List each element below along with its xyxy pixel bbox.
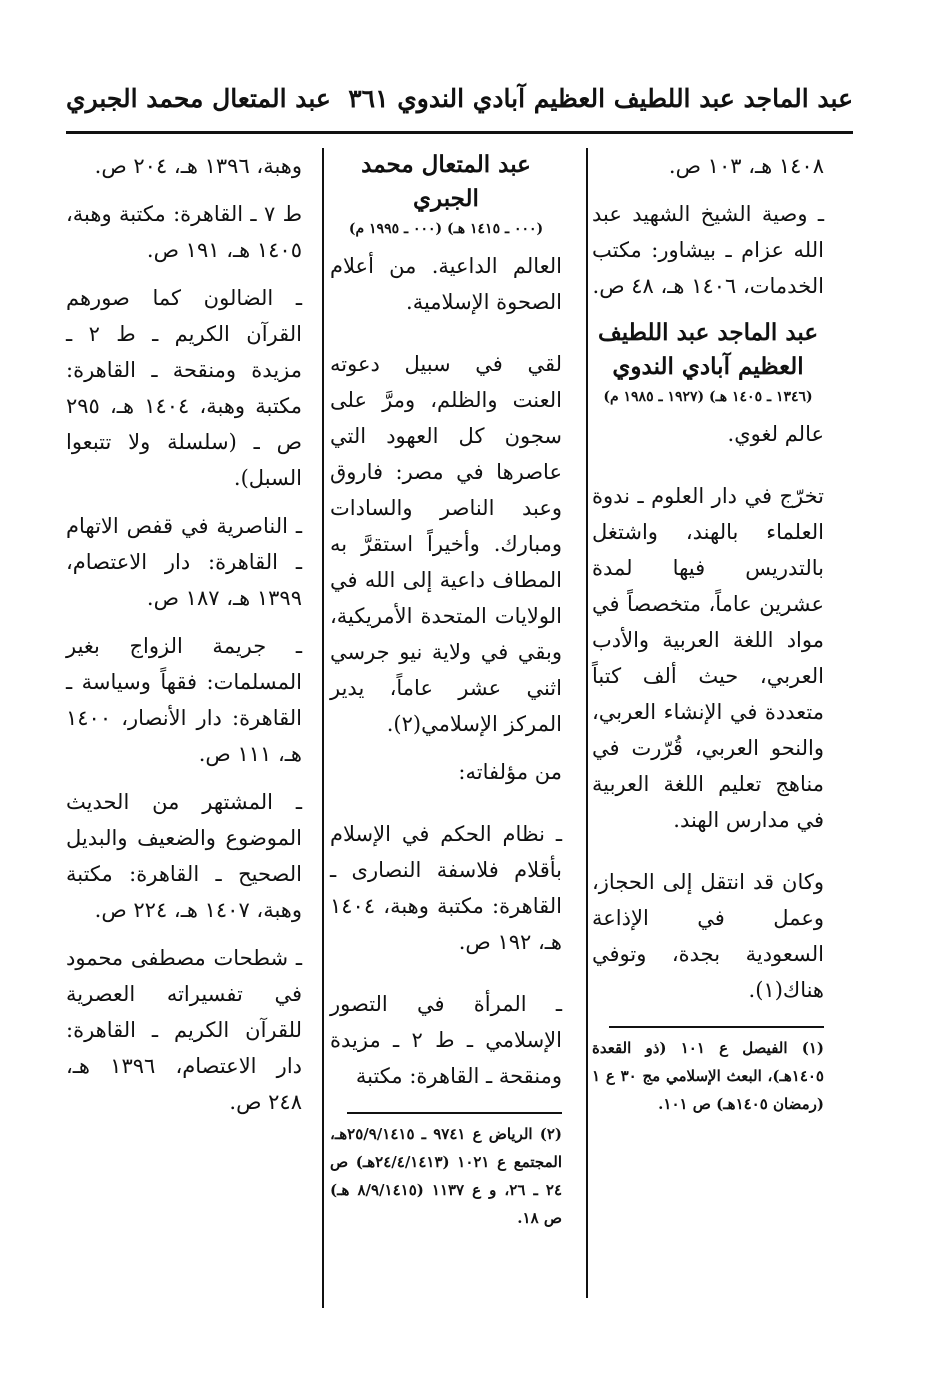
running-header	[66, 84, 853, 128]
column-left	[66, 148, 302, 1132]
entry-dates: (٠٠٠ ـ ١٤١٥ هـ) (٠٠٠ ـ ١٩٩٥ م)	[348, 221, 544, 237]
header-rule	[66, 131, 853, 134]
bibliography-item: ـ الناصرية في قفص الاتهام ـ القاهرة: دار الاعتصام، ١٣٩٩ هـ، ١٨٧ ص.	[66, 514, 302, 610]
running-title-left: عبد المتعال محمد الجبري	[66, 84, 331, 113]
bibliography-item: ـ الضالون كما صورهم القرآن الكريم ـ ط ٢ ـ مزيدة ومنقحة ـ القاهرة: مكتبة وهبة، ١٤٠٤ هـ، ٢٩٥ ص ـ (سلسلة ولا تتبعوا السبل).	[66, 286, 303, 490]
footnote: (١) الفيصل ع ١٠١ (ذو القعدة ١٤٠٥هـ)، البعث الإسلامي مج ٣٠ ع ١ (رمضان ١٤٠٥هـ) ص ١٠١.	[592, 1039, 824, 1113]
bibliography-item: ـ جريمة الزواج بغير المسلمات: فقهاً وسياسة ـ القاهرة: دار الأنصار، ١٤٠٠ هـ، ١١١ ص.	[66, 634, 302, 766]
bibliography-item: ـ المرأة في التصور الإسلامي ـ ط ٢ ـ مزيدة ومنقحة ـ القاهرة: مكتبة	[330, 992, 562, 1088]
entry-dates: (١٣٤٦ ـ ١٤٠٥ هـ) (١٩٢٧ ـ ١٩٨٥ م)	[603, 389, 813, 405]
entry-heading: عبد الماجد عبد اللطيف العظيم آبادي الندوي	[597, 319, 819, 380]
bibliography-item: ـ نظام الحكم في الإسلام بأقلام فلاسفة النصارى ـ القاهرة: مكتبة وهبة، ١٤٠٤ هـ، ١٩٢ ص.	[330, 822, 562, 954]
footnote-rule	[347, 1112, 562, 1114]
footnote: (٢) الرياض ع ٩٧٤١ ـ ٢٥/٩/١٤١٥هـ، المجتمع ع ١٠٢١ (٢٤/٤/١٤١٣هـ) ص ٢٤ ـ ٢٦، و ع ١١٣٧ (٨/٩/١٤١٥ هـ) ص ١٨.	[330, 1125, 563, 1227]
paragraph: عالم لغوي.	[727, 422, 824, 446]
bibliography-item: وهبة، ١٣٩٦ هـ، ٢٠٤ ص.	[94, 154, 302, 178]
entry-heading: عبد المتعال محمد الجبري	[361, 151, 531, 212]
bibliography-item: ـ وصية الشيخ الشهيد عبد الله عزام ـ بيشاور: مكتب الخدمات، ١٤٠٦ هـ، ٤٨ ص.	[592, 202, 824, 298]
column-divider	[586, 148, 588, 1298]
column-right	[592, 148, 824, 1118]
paragraph: تخرّج في دار العلوم ـ ندوة العلماء بالهند، واشتغل بالتدريس فيها لمدة عشرين عاماً، متخصصاً في مواد اللغة العربية والأدب العربي، حيث ألف كتباً متعددة في الإنشاء العربي، والنحو العربي، قُرّرت في مناهج تعليم اللغة العربية في مدارس الهند.	[592, 484, 824, 832]
paragraph: ١٤٠٨ هـ، ١٠٣ ص.	[668, 154, 824, 178]
column-middle	[330, 148, 562, 1232]
running-title-right: عبد الماجد عبد اللطيف العظيم آبادي الندوي ٣٦١	[348, 84, 853, 113]
column-divider	[322, 148, 324, 1308]
paragraph: من مؤلفاته:	[458, 760, 562, 784]
bibliography-item: ـ المشتهر من الحديث الموضوع والضعيف والبديل الصحيح ـ القاهرة: مكتبة وهبة، ١٤٠٧ هـ، ٢٢٤ ص.	[66, 790, 302, 922]
paragraph: العالم الداعية. من أعلام الصحوة الإسلامية.	[330, 254, 562, 314]
footnote-rule	[609, 1026, 824, 1028]
paragraph: وكان قد انتقل إلى الحجاز، وعمل في الإذاعة السعودية بجدة، وتوفي هناك(١).	[592, 870, 824, 1002]
bibliography-item: ط ٧ ـ القاهرة: مكتبة وهبة، ١٤٠٥ هـ، ١٩١ ص.	[66, 202, 302, 262]
bibliography-item: ـ شطحات مصطفى محمود في تفسيراته العصرية للقرآن الكريم ـ القاهرة: دار الاعتصام، ١٣٩٦ هـ، ٢٤٨ ص.	[66, 946, 303, 1114]
paragraph: لقي في سبيل دعوته العنت والظلم، ومرَّ على سجون كل العهود التي عاصرها في مصر: فاروق وعبد الناصر والسادات ومبارك. وأخيراً استقرَّ به المطاف داعية إلى الله في الولايات المتحدة الأمريكية، وبقي في ولاية نيو جرسي اثني عشر عاماً، يدير المركز الإسلامي(٢).	[330, 352, 562, 736]
